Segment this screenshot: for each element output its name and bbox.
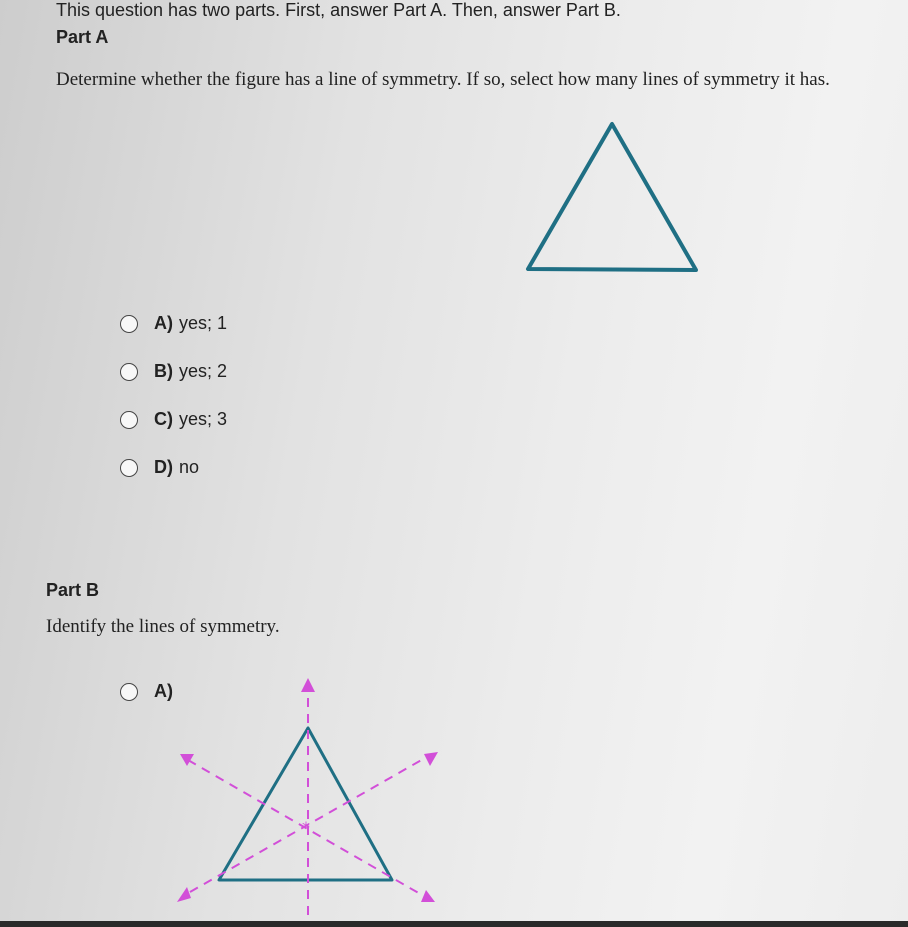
radio-button[interactable] bbox=[120, 315, 138, 333]
part-a-prompt: Determine whether the figure has a line of symmetry. If so, select how many lines of symmetry it has. bbox=[56, 69, 830, 90]
part-a-choice-c[interactable] bbox=[120, 409, 227, 430]
question-intro: This question has two parts. First, answer Part A. Then, answer Part B. bbox=[56, 0, 621, 20]
arrow-upleft-icon bbox=[180, 754, 194, 766]
choice-letter: A) bbox=[154, 681, 173, 701]
choice-letter: D) bbox=[154, 457, 173, 477]
arrow-downright-icon bbox=[421, 890, 435, 902]
part-b-title: Part B bbox=[46, 580, 100, 600]
triangle-shape bbox=[219, 728, 392, 880]
choice-text: no bbox=[179, 457, 200, 477]
symmetry-lines-figure bbox=[160, 670, 450, 920]
choice-letter: B) bbox=[154, 361, 173, 381]
arrow-downleft-icon bbox=[177, 887, 191, 902]
equilateral-triangle-figure bbox=[520, 118, 704, 278]
arrow-upright-icon bbox=[424, 752, 438, 766]
arrow-up-icon bbox=[301, 678, 315, 692]
radio-button[interactable] bbox=[120, 459, 138, 477]
radio-button[interactable] bbox=[120, 683, 138, 701]
center-mark: * bbox=[302, 818, 310, 837]
choice-text: yes; 1 bbox=[179, 313, 228, 333]
choice-text: yes; 2 bbox=[179, 361, 228, 381]
choice-letter: A) bbox=[154, 313, 173, 333]
choice-letter: C) bbox=[154, 409, 173, 429]
part-a-choice-b[interactable] bbox=[120, 361, 227, 382]
radio-button[interactable] bbox=[120, 363, 138, 381]
screen-bottom-edge bbox=[0, 921, 908, 927]
part-a-choice-a[interactable] bbox=[120, 313, 227, 334]
choice-text: yes; 3 bbox=[179, 409, 228, 429]
part-a-title: Part A bbox=[56, 27, 109, 47]
radio-button[interactable] bbox=[120, 411, 138, 429]
part-a-choice-d[interactable] bbox=[120, 457, 199, 478]
part-b-prompt: Identify the lines of symmetry. bbox=[46, 616, 280, 637]
